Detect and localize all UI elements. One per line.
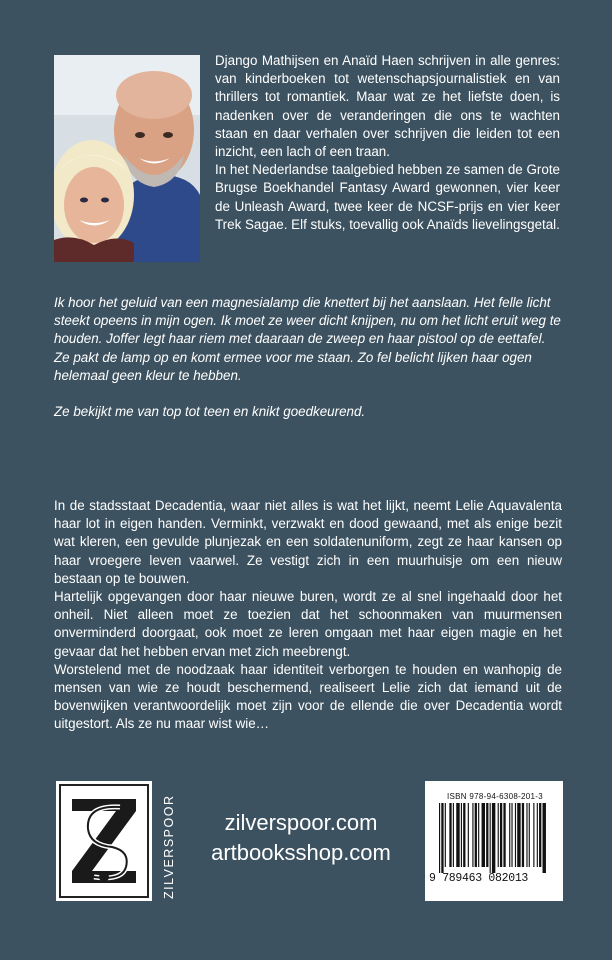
barcode-bar — [543, 803, 546, 873]
excerpt-paragraph: Ik hoor het geluid van een magnesialamp die knettert bij het aanslaan. Het felle licht steekt opeens in mijn ogen. Ik moet ze weer dicht knijpen, nu om het licht eruit weg te houden. Joffer legt haar riem met daaraan de zweep en haar pistool op de eettafel. Ze pakt de lamp op en komt ermee voor me staan. Zo fel belicht lijken haar ogen helemaal geen kleur te hebben. — [54, 295, 561, 383]
barcode-bar — [529, 803, 530, 867]
barcode-bar — [492, 803, 495, 873]
barcode-bar — [537, 803, 538, 867]
barcode-bar — [526, 803, 527, 867]
website-link[interactable]: artbooksshop.com — [211, 840, 391, 865]
barcode-bar — [439, 803, 440, 873]
blurb-paragraph: Hartelijk opgevangen door haar nieuwe buren, wordt ze al snel ingehaald door het onheil. Niet alleen moet ze toezien dat het schoonmaken van muurmensen onverminderd doorgaat, ook moet ze leren omgaan met haar eigen magie en het gevaar dat het hebben ervan met zich meebrengt. — [54, 589, 562, 659]
isbn-label: ISBN 978-94-6308-201-3 — [447, 792, 543, 801]
barcode-bar — [445, 803, 446, 867]
author-bio-paragraph: In het Nederlandse taalgebied hebben ze samen de Grote Brugse Boekhandel Fantasy Award gewonnen, vier keer de Unleash Award, twee keer de NCSF-prijs en vier keer Trek Sagae. Elf stuks, toevallig ook Anaïds lievelingsgetal. — [215, 162, 560, 232]
barcode-bar — [509, 803, 510, 867]
barcode-bar — [533, 803, 534, 867]
publisher-name-vertical — [158, 781, 178, 901]
blurb-paragraph: In de stadsstaat Decadentia, waar niet alles is wat het lijkt, neemt Lelie Aquavalenta haar lot in eigen handen. Verminkt, verzwakt en dood gewaand, met als enige bezit wat kleren, een gevulde plunjezak en een soldatenuniform, zegt ze haar kansen op haar vroegere leven vaarwel. Ze vestigt zich in een muurhuisje om een nieuw bestaan op te bouwen. — [54, 498, 562, 586]
publisher-name: ZILVERSPOOR — [162, 794, 176, 899]
author-photo — [54, 55, 200, 262]
barcode-bar — [498, 803, 499, 867]
website-link[interactable]: zilverspoor.com — [224, 810, 378, 835]
barcode-bar — [500, 803, 502, 867]
excerpt-paragraph: Ze bekijkt me van top tot teen en knikt goedkeurend. — [54, 404, 366, 420]
barcode-bar — [453, 803, 454, 867]
barcode-bar — [472, 803, 473, 867]
barcode-bar — [486, 803, 488, 867]
barcode-bar — [490, 803, 491, 873]
publisher-logo — [56, 781, 152, 901]
book-blurb — [54, 497, 562, 734]
barcode-bar — [441, 803, 443, 873]
barcode-digits: 9 789463 082013 — [429, 872, 529, 885]
barcode-bar — [475, 803, 477, 867]
publisher-websites — [196, 808, 406, 868]
barcode-bar — [503, 803, 505, 867]
barcode-bar — [515, 803, 516, 867]
barcode-bar — [456, 803, 459, 867]
author-photo-illustration — [54, 55, 200, 262]
barcode-bar — [478, 803, 479, 867]
isbn-barcode — [425, 781, 563, 901]
barcode-bar — [463, 803, 465, 867]
barcode-bar — [449, 803, 451, 867]
barcode-bar — [461, 803, 462, 867]
barcode-bar — [511, 803, 512, 867]
barcode-bars — [425, 803, 563, 873]
barcode-bar — [468, 803, 469, 867]
book-excerpt — [54, 294, 562, 439]
barcode-bar — [522, 803, 524, 867]
barcode-bar — [517, 803, 520, 867]
barcode-bar — [482, 803, 485, 867]
author-bio — [215, 52, 560, 234]
zilverspoor-logo-icon — [56, 781, 152, 901]
author-bio-paragraph: Django Mathijsen en Anaïd Haen schrijven in alle genres: van kinderboeken tot wetenschapsjournalistiek en van thrillers tot romantiek. Maar wat ze het liefste doen, is nadenken over de veranderingen die ons te wachten staan en daar verhalen over schrijven die leiden tot een inzicht, een lach of een traan. — [215, 53, 560, 160]
barcode-bar — [539, 803, 541, 867]
blurb-paragraph: Worstelend met de noodzaak haar identiteit verborgen te houden en wanhopig de mensen van wie ze houdt beschermend, realiseert Lelie zich dat iemand uit de bovenwijken verantwoordelijk moet zijn voor de ellende die over Decadentia wordt uitgestort. Als ze nu maar wist wie… — [54, 661, 562, 732]
